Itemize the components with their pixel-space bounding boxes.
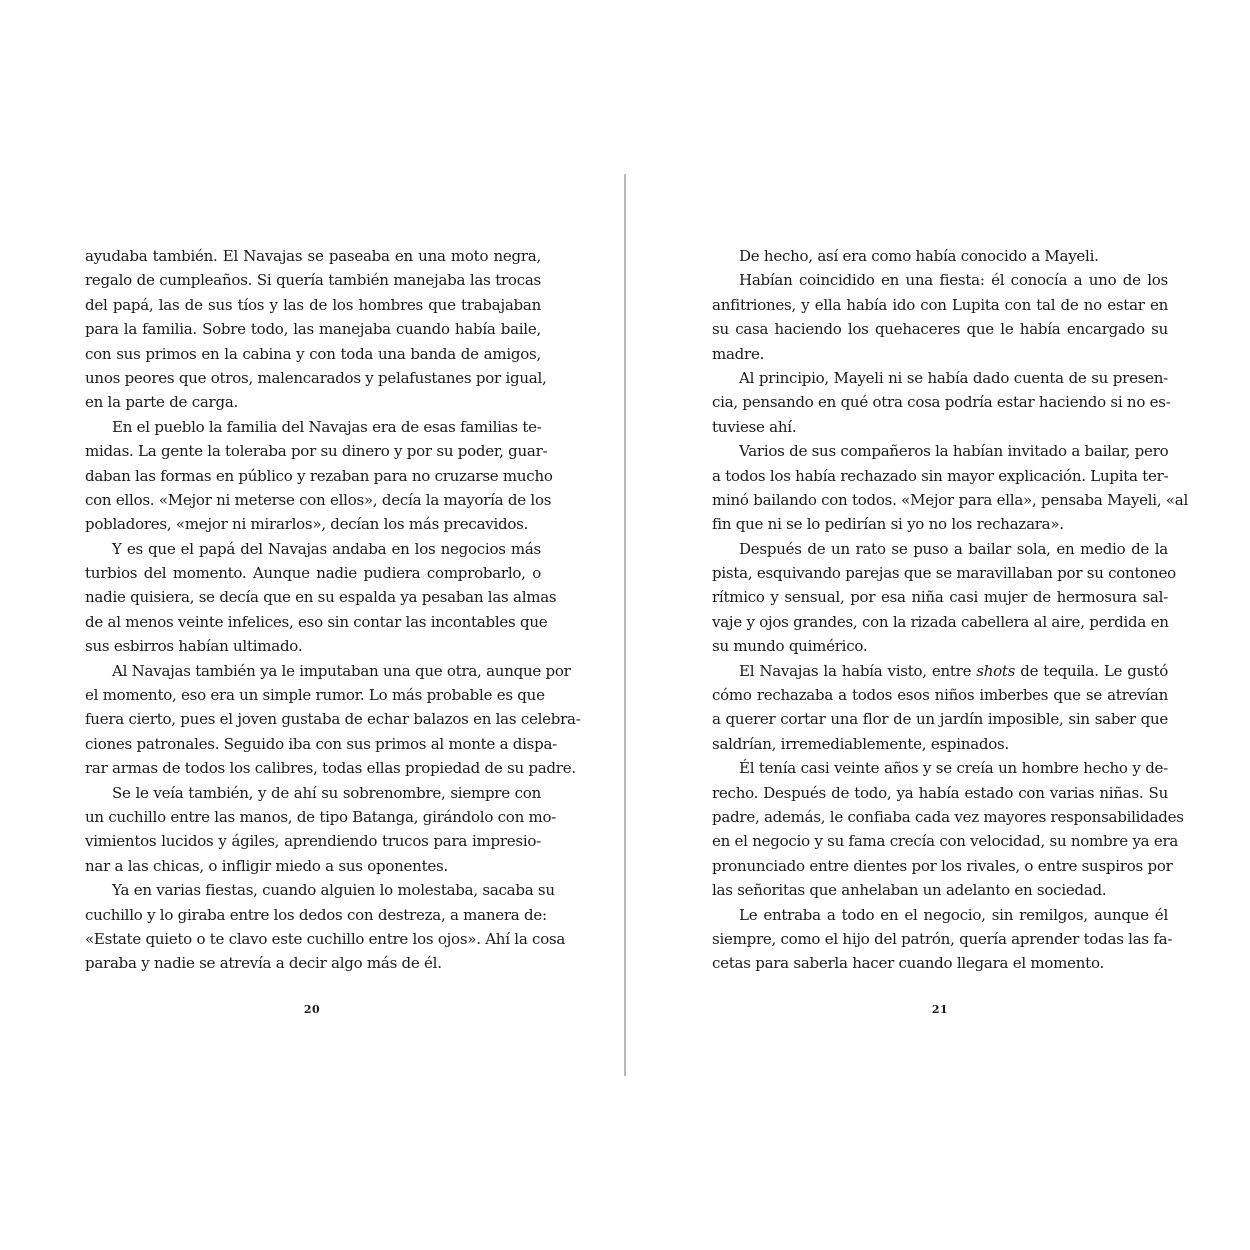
text-line: nadie quisiera, se decía que en su espalda ya pesaban las almas xyxy=(85,588,557,607)
italic-word: shots xyxy=(976,661,1016,680)
text-line: fuera cierto, pues el joven gustaba de echar balazos en las celebra- xyxy=(85,710,581,729)
text-line: En el pueblo la familia del Navajas era de esas familias te- xyxy=(112,417,542,436)
text-line: rar armas de todos los calibres, todas ellas propiedad de su padre. xyxy=(85,759,576,778)
text-line: ciones patronales. Seguido iba con sus primos al monte a dispa- xyxy=(85,734,557,753)
text-line: Y es que el papá del Navajas andaba en los negocios más xyxy=(112,539,541,558)
text-line: el momento, eso era un simple rumor. Lo más probable es que xyxy=(85,686,545,705)
text-line: unos peores que otros, malencarados y pelafustanes por igual, xyxy=(85,368,547,387)
left-page-text xyxy=(85,244,581,976)
text-line: siempre, como el hijo del patrón, quería aprender todas las fa- xyxy=(712,929,1173,948)
page-number-right: 21 xyxy=(931,1003,949,1016)
text-line: Al Navajas también ya le imputaban una que otra, aunque por xyxy=(112,661,571,680)
text-line: Varios de sus compañeros la habían invitado a bailar, pero xyxy=(739,442,1169,461)
text-line: de al menos veinte infelices, eso sin contar las incontables que xyxy=(85,612,548,631)
text-line: Después de un rato se puso a bailar sola, en medio de la xyxy=(739,539,1168,558)
right-page-text xyxy=(712,244,1189,976)
text-line: Él tenía casi veinte años y se creía un hombre hecho y de- xyxy=(739,759,1168,778)
text-line: sus esbirros habían ultimado. xyxy=(85,637,303,656)
text-line: saldrían, irremediablemente, espinados. xyxy=(712,734,1010,753)
text-line: rítmico y sensual, por esa niña casi mujer de hermosura sal- xyxy=(712,588,1168,607)
page-number-left: 20 xyxy=(303,1003,321,1016)
text-line: su casa haciendo los quehaceres que le había encargado su xyxy=(712,320,1168,339)
text-line: regalo de cumpleaños. Si quería también manejaba las trocas xyxy=(85,271,541,290)
text-line: vimientos lucidos y ágiles, aprendiendo trucos para impresio- xyxy=(85,832,541,851)
text-line: con ellos. «Mejor ni meterse con ellos», decía la mayoría de los xyxy=(85,490,552,509)
text-line: las señoritas que anhelaban un adelanto en sociedad. xyxy=(712,881,1107,900)
text-line: cetas para saberla hacer cuando llegara el momento. xyxy=(712,954,1104,973)
book-gutter xyxy=(624,174,626,1076)
text-line: turbios del momento. Aunque nadie pudiera comprobarlo, o xyxy=(85,564,541,583)
text-line: a todos los había rechazado sin mayor explicación. Lupita ter- xyxy=(712,466,1169,485)
text-line: Le entraba a todo en el negocio, sin remilgos, aunque él xyxy=(739,905,1168,924)
text-line: recho. Después de todo, ya había estado con varias niñas. Su xyxy=(712,783,1168,802)
text-line: daban las formas en público y rezaban para no cruzarse mucho xyxy=(85,466,553,485)
text-line: madre. xyxy=(712,344,765,363)
text-line: vaje y ojos grandes, con la rizada cabellera al aire, perdida en xyxy=(712,612,1169,631)
text-line: minó bailando con todos. «Mejor para ella», pensaba Mayeli, «al xyxy=(712,490,1189,509)
text-line: en la parte de carga. xyxy=(85,393,239,412)
text-line: un cuchillo entre las manos, de tipo Batanga, girándolo con mo- xyxy=(85,807,557,826)
text-line: Ya en varias fiestas, cuando alguien lo molestaba, sacaba su xyxy=(112,881,555,900)
text-line: padre, además, le confiaba cada vez mayores responsabilidades xyxy=(712,807,1184,826)
text-line: nar a las chicas, o infligir miedo a sus oponentes. xyxy=(85,856,448,875)
text-line: fin que ni se lo pedirían si yo no los rechazara». xyxy=(712,515,1064,534)
text-line: pronunciado entre dientes por los rivales, o entre suspiros por xyxy=(712,856,1173,875)
text-line: pobladores, «mejor ni mirarlos», decían los más precavidos. xyxy=(85,515,529,534)
text-line: su mundo quimérico. xyxy=(712,637,868,656)
text-line: Al principio, Mayeli ni se había dado cuenta de su presen- xyxy=(739,368,1168,387)
text-line: paraba y nadie se atrevía a decir algo más de él. xyxy=(85,954,442,973)
text-line: anfitriones, y ella había ido con Lupita con tal de no estar en xyxy=(712,295,1168,314)
text-line: cuchillo y lo giraba entre los dedos con destreza, a manera de: xyxy=(85,905,547,924)
text-line: ayudaba también. El Navajas se paseaba en una moto negra, xyxy=(85,247,541,265)
text-line: a querer cortar una flor de un jardín imposible, sin saber que xyxy=(712,710,1168,729)
text-line: midas. La gente la toleraba por su dinero y por su poder, guar- xyxy=(85,442,548,461)
text-line: en el negocio y su fama crecía con velocidad, su nombre ya era xyxy=(712,832,1179,851)
text-line: con sus primos en la cabina y con toda una banda de amigos, xyxy=(85,344,541,363)
text-line: del papá, las de sus tíos y las de los hombres que trabajaban xyxy=(85,295,541,314)
text-line: «Estate quieto o te clavo este cuchillo entre los ojos». Ahí la cosa xyxy=(85,929,566,948)
text-line: De hecho, así era como había conocido a Mayeli. xyxy=(739,247,1099,265)
text-line: para la familia. Sobre todo, las manejaba cuando había baile, xyxy=(85,320,541,339)
text-line: El Navajas la había visto, entre shots de tequila. Le gustó xyxy=(739,661,1168,680)
text-line: tuviese ahí. xyxy=(712,417,797,436)
text-line: pista, esquivando parejas que se maravillaban por su contoneo xyxy=(712,564,1176,583)
text-line: Habían coincidido en una fiesta: él conocía a uno de los xyxy=(739,271,1168,290)
text-line: cia, pensando en qué otra cosa podría estar haciendo si no es- xyxy=(712,393,1171,412)
text-line: cómo rechazaba a todos esos niños imberbes que se atrevían xyxy=(712,686,1168,705)
text-line: Se le veía también, y de ahí su sobrenombre, siempre con xyxy=(112,783,541,802)
